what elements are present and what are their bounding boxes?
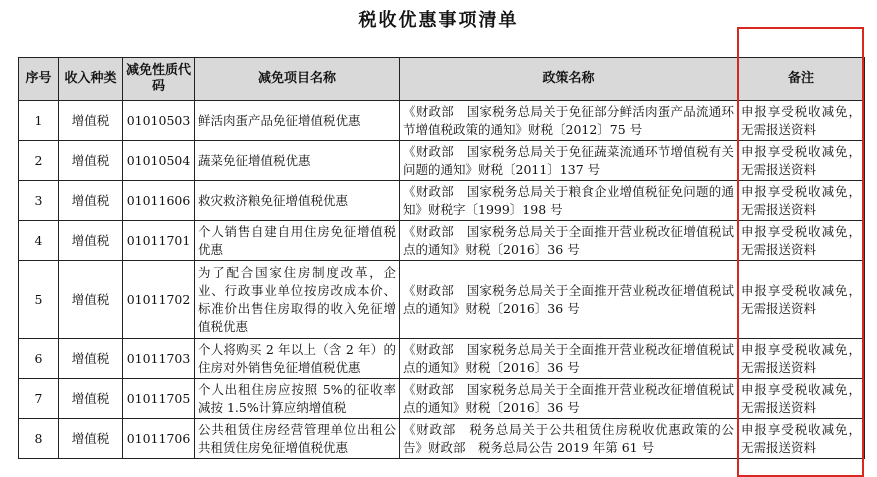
cell-item-name: 个人出租住房应按照 5%的征收率减按 1.5%计算应纳增值税 (195, 379, 400, 419)
cell-seq: 5 (19, 261, 59, 339)
cell-income-type: 增值税 (59, 181, 123, 221)
cell-item-name: 个人将购买 2 年以上（含 2 年）的住房对外销售免征增值税优惠 (195, 339, 400, 379)
table-row (19, 339, 865, 379)
cell-remark: 申报享受税收减免，无需报送资料 (738, 339, 865, 379)
cell-policy: 《财政部 国家税务总局关于免征蔬菜流通环节增值税有关问题的通知》财税〔2011〕137 号 (400, 141, 738, 181)
table-row (19, 141, 865, 181)
cell-code: 01011702 (123, 261, 195, 339)
cell-code: 01011606 (123, 181, 195, 221)
cell-seq: 4 (19, 221, 59, 261)
cell-remark: 申报享受税收减免，无需报送资料 (738, 101, 865, 141)
header-policy: 政策名称 (400, 58, 738, 101)
cell-income-type: 增值税 (59, 379, 123, 419)
cell-seq: 2 (19, 141, 59, 181)
table-row (19, 101, 865, 141)
cell-policy: 《财政部 税务总局关于公共租赁住房税收优惠政策的公告》财政部 税务总局公告 2019 年第 61 号 (400, 419, 738, 459)
cell-item-name: 救灾救济粮免征增值税优惠 (195, 181, 400, 221)
tax-benefit-table (18, 57, 865, 459)
cell-income-type: 增值税 (59, 221, 123, 261)
header-income-type: 收入种类 (59, 58, 123, 101)
cell-policy: 《财政部 国家税务总局关于粮食企业增值税征免问题的通知》财税字〔1999〕198 号 (400, 181, 738, 221)
cell-policy: 《财政部 国家税务总局关于全面推开营业税改征增值税试点的通知》财税〔2016〕36 号 (400, 221, 738, 261)
table-row (19, 261, 865, 339)
cell-code: 01010503 (123, 101, 195, 141)
header-code: 减免性质代码 (123, 58, 195, 101)
cell-policy: 《财政部 国家税务总局关于全面推开营业税改征增值税试点的通知》财税〔2016〕36 号 (400, 379, 738, 419)
header-item-name: 减免项目名称 (195, 58, 400, 101)
cell-item-name: 为了配合国家住房制度改革，企业、行政事业单位按房改成本价、标准价出售住房取得的收入免征增值税优惠 (195, 261, 400, 339)
cell-remark: 申报享受税收减免，无需报送资料 (738, 141, 865, 181)
table-row (19, 181, 865, 221)
cell-remark: 申报享受税收减免，无需报送资料 (738, 379, 865, 419)
cell-seq: 7 (19, 379, 59, 419)
cell-policy: 《财政部 国家税务总局关于免征部分鲜活肉蛋产品流通环节增值税政策的通知》财税〔2012〕75 号 (400, 101, 738, 141)
page-title: 税收优惠事项清单 (358, 10, 519, 31)
table-row (19, 221, 865, 261)
cell-income-type: 增值税 (59, 141, 123, 181)
cell-seq: 1 (19, 101, 59, 141)
cell-remark: 申报享受税收减免，无需报送资料 (738, 419, 865, 459)
cell-policy: 《财政部 国家税务总局关于全面推开营业税改征增值税试点的通知》财税〔2016〕36 号 (400, 339, 738, 379)
cell-seq: 8 (19, 419, 59, 459)
cell-seq: 6 (19, 339, 59, 379)
cell-income-type: 增值税 (59, 101, 123, 141)
table-row (19, 419, 865, 459)
cell-code: 01011701 (123, 221, 195, 261)
cell-code: 01011706 (123, 419, 195, 459)
cell-income-type: 增值税 (59, 419, 123, 459)
cell-code: 01011705 (123, 379, 195, 419)
cell-income-type: 增值税 (59, 339, 123, 379)
cell-code: 01011703 (123, 339, 195, 379)
cell-remark: 申报享受税收减免，无需报送资料 (738, 181, 865, 221)
table-row (19, 379, 865, 419)
header-remark: 备注 (738, 58, 865, 101)
header-row (19, 58, 865, 101)
cell-item-name: 鲜活肉蛋产品免征增值税优惠 (195, 101, 400, 141)
cell-income-type: 增值税 (59, 261, 123, 339)
cell-item-name: 蔬菜免征增值税优惠 (195, 141, 400, 181)
cell-remark: 申报享受税收减免，无需报送资料 (738, 261, 865, 339)
header-seq: 序号 (19, 58, 59, 101)
cell-seq: 3 (19, 181, 59, 221)
cell-code: 01010504 (123, 141, 195, 181)
cell-item-name: 公共租赁住房经营管理单位出租公共租赁住房免征增值税优惠 (195, 419, 400, 459)
cell-remark: 申报享受税收减免，无需报送资料 (738, 221, 865, 261)
cell-item-name: 个人销售自建自用住房免征增值税优惠 (195, 221, 400, 261)
cell-policy: 《财政部 国家税务总局关于全面推开营业税改征增值税试点的通知》财税〔2016〕36 号 (400, 261, 738, 339)
